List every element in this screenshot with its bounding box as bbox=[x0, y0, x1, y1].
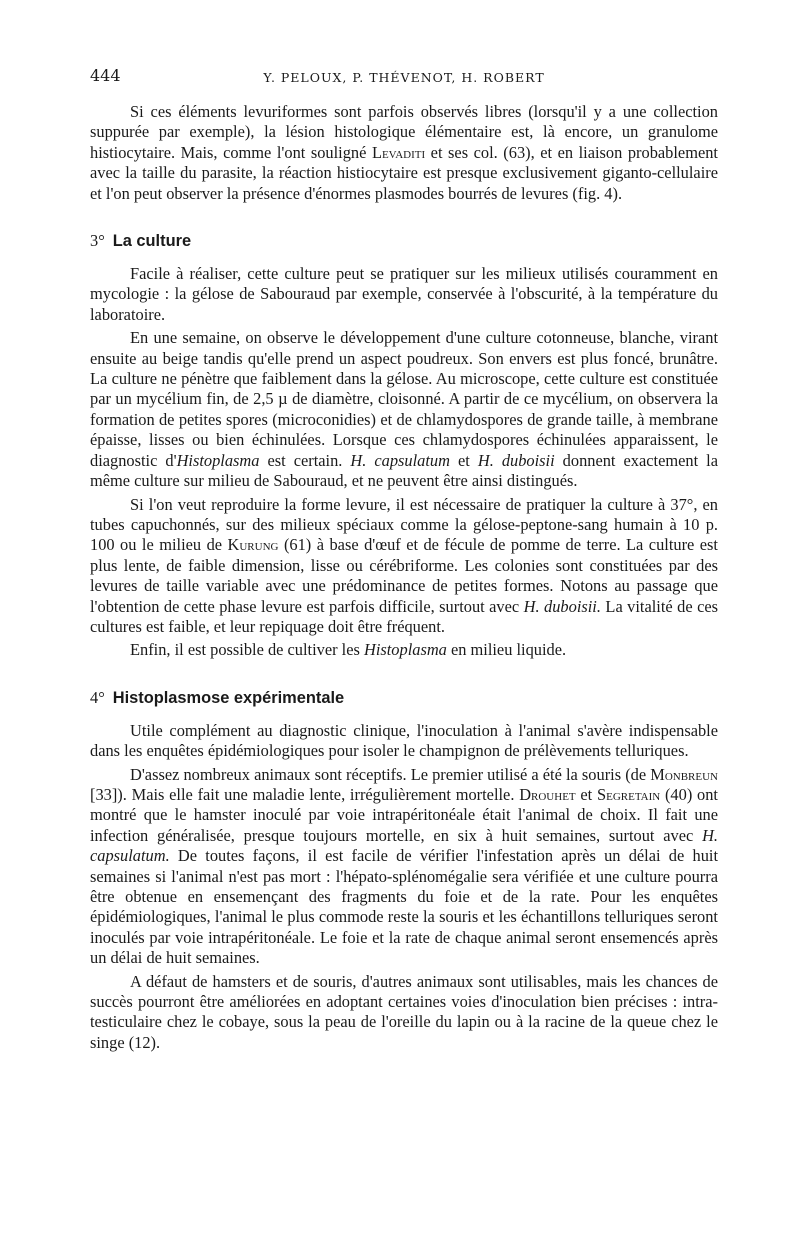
intro-paragraph bbox=[90, 102, 718, 204]
text-run: donnent exactement la même culture sur milieu de Sabouraud, et ne peuvent être ainsi distingués. bbox=[90, 450, 719, 491]
section-number: 3° bbox=[90, 231, 105, 251]
italic-genus: Histoplasma bbox=[176, 450, 260, 470]
author-name-segretain: Segretain bbox=[596, 784, 661, 804]
text-run: [33]). Mais elle fait une maladie lente, irrégulièrement mortelle. bbox=[90, 784, 520, 804]
text-run: et bbox=[449, 450, 478, 470]
paragraph: Facile à réaliser, cette culture peut se pratiquer sur les milieux utilisés couramment en mycologie : la gélose de Sabouraud par exemple, conservée à l'obscurité, à la température du laboratoire. bbox=[90, 264, 718, 324]
page-number: 444 bbox=[90, 66, 121, 85]
text-run: et ses col. (63), et en liaison probablement avec la taille du parasite, la réaction histiocytaire est presque exclusivement giganto-cellulaire et l'on peut observer la présence d'énormes plasmodes bourrés de levures (fig. 4). bbox=[90, 142, 718, 203]
section-heading-culture bbox=[90, 230, 718, 252]
text-run: (61) à base d'œuf et de fécule de pomme de terre. La culture est plus lente, de faible dimension, lisse ou cérébriforme. Les colonies sont constituées par des levures de taille variable avec une prédominance de petites formes. Notons au passage que l'obtention de cette phase levure est parfois difficile, surtout avec bbox=[90, 535, 718, 616]
section-title: La culture bbox=[112, 232, 192, 251]
text-run: Enfin, il est possible de cultiver les bbox=[130, 640, 364, 660]
italic-species: H. duboisii. bbox=[523, 596, 601, 616]
running-header-authors: Y. PELOUX, P. THÉVENOT, H. ROBERT bbox=[263, 70, 545, 85]
text-run: est certain. bbox=[259, 450, 351, 470]
paragraph bbox=[90, 495, 718, 638]
italic-species: H. duboisii bbox=[477, 450, 555, 470]
author-name-drouhet: Drouhet bbox=[519, 784, 576, 804]
paragraph bbox=[90, 640, 718, 660]
section-number: 4° bbox=[90, 687, 105, 707]
italic-genus: Histoplasma bbox=[363, 640, 447, 660]
text-run: Si l'on veut reproduire la forme levure, il est nécessaire de pratiquer la culture à 37°, en tubes capuchonnés, sur des milieux spéciaux comme la gélose-peptone-sang humain à 10 p. 100 ou le milieu de bbox=[90, 494, 718, 555]
paragraph: A défaut de hamsters et de souris, d'autres animaux sont utilisables, mais les chances de succès pourront être améliorées en adoptant certaines voies d'inoculation bien précises : intra-testiculaire chez le cobaye, sous la peau de l'oreille du lapin ou à la racine de la queue chez le singe (12). bbox=[90, 971, 718, 1052]
text-run: Si ces éléments levuriformes sont parfois observés libres (lorsqu'il y a une collection suppurée par exemple), la lésion histologique élémentaire est, là encore, un granulome histiocytaire. Mais, comme l'ont souligné bbox=[90, 102, 718, 162]
text-run: (40) ont montré que le hamster inoculé par voie intrapéritonéale était l'animal de choix. Il fait une infection généralisée, presque toujours mortelle, en six à huit semaines, surtout avec bbox=[90, 784, 718, 845]
section-title: Histoplasmose expérimentale bbox=[112, 688, 345, 707]
paragraph bbox=[90, 328, 718, 491]
paragraph: Utile complément au diagnostic clinique, l'inoculation à l'animal s'avère indispensable dans les enquêtes épidémiologiques pour isoler le champignon de prélèvements telluriques. bbox=[90, 720, 718, 761]
text-run: en milieu liquide. bbox=[446, 640, 567, 660]
author-name-levaditi: Levaditi bbox=[371, 142, 426, 162]
italic-species: H. capsulatum bbox=[350, 450, 450, 470]
text-run: En une semaine, on observe le développement d'une culture cotonneuse, blanche, virant ensuite au beige tandis qu'elle prend un aspect poudreux. Son envers est plus foncé, brunâtre. La culture ne pénètre que faiblement dans la gélose. Au microscope, cette culture est constituée par un mycélium fin, de 2,5 µ de diamètre, cloisonné. A partir de ce mycélium, on observera la formation de petites spores (microconidies) et de chlamydospores de grande taille, à membrane épaisse, lisses ou bien échinulées. Lorsque ces chlamydospores échinulées apparaissent, le diagnostic d' bbox=[90, 328, 718, 470]
author-name-kurung: Kurung bbox=[227, 535, 279, 555]
section-heading-histoplasmose bbox=[90, 687, 718, 709]
running-header bbox=[90, 66, 718, 88]
italic-species: H. capsulatum. bbox=[90, 825, 718, 866]
text-run: La vitalité de ces cultures est faible, et leur repiquage doit être fréquent. bbox=[90, 596, 719, 636]
text-run: D'assez nombreux animaux sont réceptifs. Le premier utilisé a été la souris (de bbox=[130, 764, 651, 784]
paragraph bbox=[90, 765, 718, 969]
text-run: et bbox=[575, 784, 597, 804]
author-name-monbreun: Monbreun bbox=[650, 764, 718, 784]
text-run: De toutes façons, il est facile de vérifier l'infestation après un délai de huit semaines si l'animal n'est pas mort : l'hépato-splénomégalie sera vérifiée et une culture pourra être obtenue en ensemençant des fragments du foie et de la rate. Pour les enquêtes épidémiologiques, l'animal le plus commode reste la souris et les échantillons telluriques seront inoculés par voie intrapéritonéale. Le foie et la rate de chaque animal seront ensemencés après un délai de huit semaines. bbox=[90, 846, 718, 968]
body-text bbox=[90, 102, 718, 1056]
